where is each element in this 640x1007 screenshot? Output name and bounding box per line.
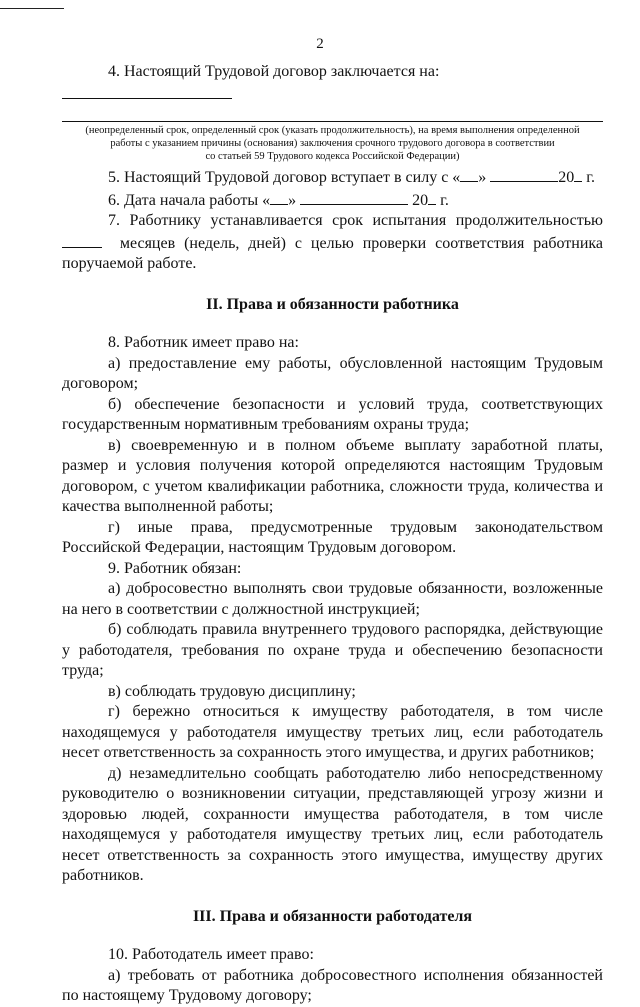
clause-4-blank xyxy=(62,83,232,99)
clause-9b: б) соблюдать правила внутреннего трудового распорядка, действующие у работодателя, требования по охране труда и обеспечению безопасности труда; xyxy=(62,621,603,679)
clause-5-year: 20 xyxy=(558,169,575,186)
clause-8: 8. Работник имеет право на: xyxy=(108,334,299,351)
section-3-heading: III. Права и обязанности работодателя xyxy=(192,907,473,925)
clause-9c: в) соблюдать трудовую дисциплину; xyxy=(108,682,356,700)
clause-6-prefix: 6. Дата начала работы « xyxy=(108,191,271,209)
clause-5-prefix: 5. Настоящий Трудовой договор вступает в силу с « xyxy=(108,169,461,186)
clause-5-year-blank xyxy=(574,166,582,182)
clause-4-note-1: (неопределенный срок, определенный срок (указать продолжительность), на время выполнения определенной xyxy=(85,125,580,136)
clause-9: 9. Работник обязан: xyxy=(108,559,242,577)
clause-4-text: 4. Настоящий Трудовой договор заключается на: xyxy=(108,63,440,80)
clause-8c: в) своевременную и в полном объеме выплату заработной платы, размер и условия получения которой определяются настоящим Трудовым договором, с учетом квалификации работника, сложности труда, количества и качества выполненной работы; xyxy=(62,436,603,515)
clause-5-quote: » xyxy=(478,169,487,186)
clause-7-line-3: поручаемой работе. xyxy=(62,255,197,272)
clause-7-line-1: 7. Работнику устанавливается срок испытания продолжительностью xyxy=(108,212,603,229)
clause-9d: г) бережно относиться к имуществу работодателя, в том числе находящемуся у работодателя имуществу третьих лиц, если работодатель несет ответственность за сохранность этого имущества, и других работников; xyxy=(62,703,603,761)
clause-6 xyxy=(62,189,603,212)
clause-7-line-2 xyxy=(62,232,603,255)
clause-4-note-3: со статьей 59 Трудового кодекса Российской Федерации) xyxy=(205,151,460,162)
clause-6-month-blank xyxy=(300,189,408,205)
clause-6-year-blank xyxy=(428,189,436,205)
clause-5-day-blank xyxy=(460,166,478,182)
document-body xyxy=(62,62,603,1007)
clause-7-blank xyxy=(62,232,102,248)
clause-8a: а) предоставление ему работы, обусловленной настоящим Трудовым договором; xyxy=(62,354,603,392)
clause-5 xyxy=(62,166,603,189)
clause-8b: б) обеспечение безопасности и условий труда, соответствующих государственным нормативным требованиям охраны труда; xyxy=(62,395,603,433)
clause-6-day-blank xyxy=(270,189,288,205)
clause-5-year-abbr: г. xyxy=(586,169,596,186)
clause-4-note-2: работы с указанием причины (основания) заключения срочного трудового договора в соответствии xyxy=(110,138,555,149)
page-number: 2 xyxy=(316,36,324,52)
clause-5-month-blank xyxy=(490,166,558,182)
clause-8d: г) иные права, предусмотренные трудовым законодательством Российской Федерации, настоящим Трудовым договором. xyxy=(62,518,603,556)
top-edge-rule xyxy=(0,8,64,9)
clause-6-quote: » xyxy=(288,191,297,209)
section-2-heading: II. Права и обязанности работника xyxy=(206,295,459,313)
clause-10: 10. Работодатель имеет право: xyxy=(108,946,314,963)
clause-6-year-abbr: г. xyxy=(440,191,449,209)
clause-9a: а) добросовестно выполнять свои трудовые обязанности, возложенные на него в соответствии с должностной инструкцией; xyxy=(62,580,603,618)
clause-4-fill-line xyxy=(62,121,603,122)
clause-10a: а) требовать от работника добросовестного исполнения обязанностей по настоящему Трудовому договору; xyxy=(62,966,603,1004)
clause-7-line-2-text: месяцев (недель, дней) с целью проверки соответствия работника xyxy=(119,234,604,252)
clause-6-year: 20 xyxy=(412,191,429,209)
clause-9e: д) незамедлительно сообщать работодателю либо непосредственному руководителю о возникновении ситуации, представляющей угрозу жизни и здоровью людей, сохранности имущества работодателя, в том числе находящемуся у работодателя имуществу третьих лиц, если работодатель несет ответственность за сохранность этого имущества, имуществу других работников. xyxy=(62,764,603,884)
clause-4 xyxy=(62,62,603,105)
